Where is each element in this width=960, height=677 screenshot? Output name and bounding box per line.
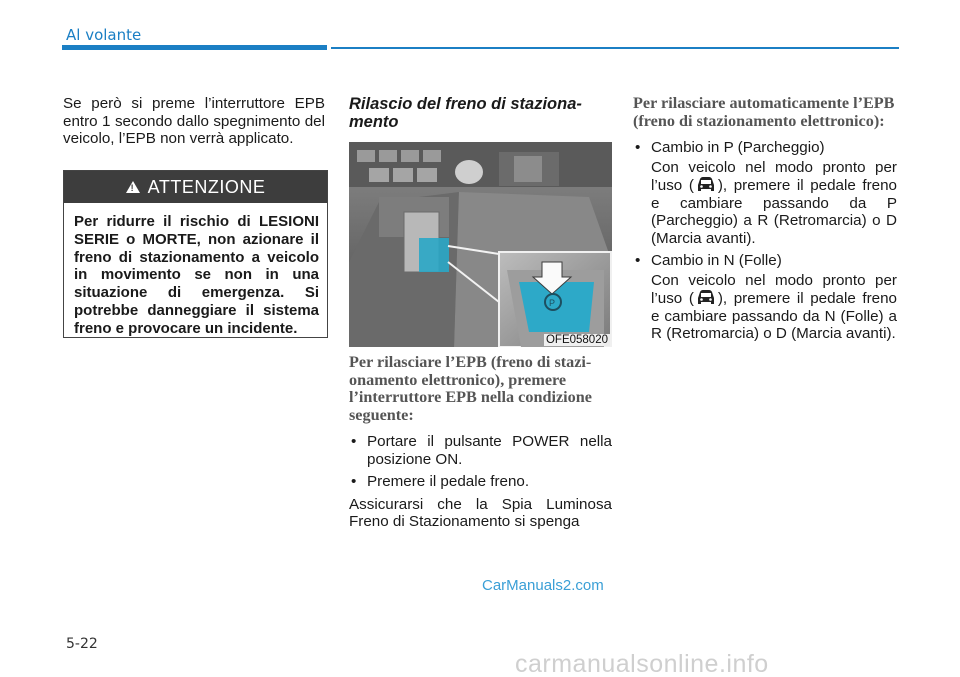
figure-label: OFE058020 (545, 334, 608, 346)
check-note: Assicurarsi che la Spia Luminosa Freno di Stazionamento si spenga (349, 495, 612, 530)
release-conditions-heading: Per rilasciare l’EPB (freno di stazi-onamento elettronico), premere l’interruttore EPB nella condizione seguente: (349, 353, 592, 424)
header-rule-thick (62, 45, 327, 50)
page-number: 5-22 (66, 636, 98, 652)
warning-triangle-icon: ! (126, 181, 140, 193)
list-item-detail (633, 272, 897, 343)
column-2-bottom (349, 354, 612, 531)
warning-header (64, 171, 327, 203)
car-ready-icon (695, 176, 717, 194)
warning-text: Per ridurre il rischio di LESIONI SERIE o MORTE, non azionare il freno di stazionamento a veicolo in movimento se non in una situazione di emergenza. Si potrebbe danneggiare il sistema freno e provocare un incidente. (74, 213, 319, 337)
warning-box (63, 170, 328, 338)
watermark-link[interactable]: CarManuals2.com (482, 577, 604, 594)
detail-text-pre: Con veicolo nel modo pronto per l’uso ( (651, 271, 897, 307)
warning-title: ATTENZIONE (147, 176, 266, 197)
section-title: Al volante (66, 26, 142, 44)
header-rule-thin (331, 47, 899, 49)
list-item-detail (633, 159, 897, 248)
release-conditions-list (349, 433, 612, 491)
car-ready-icon (695, 289, 717, 307)
detail-text-post: ), premere il pedale freno e cambiare passando da P (Parcheggio) a R (Retromarcia) o D (Marcia avanti). (651, 177, 897, 247)
detail-text-post: ), premere il pedale freno e cambiare passando da N (Folle) a R (Retromarcia) o D (Marcia avanti). (651, 290, 897, 342)
svg-text:P: P (549, 298, 556, 308)
auto-release-list-2 (633, 252, 897, 270)
footer-watermark: carmanualsonline.info (515, 650, 769, 677)
list-item: • Premere il pedale freno. (349, 473, 612, 491)
detail-text-pre: Con veicolo nel modo pronto per l’uso ( (651, 158, 897, 194)
list-item: • Portare il pulsante POWER nella posizione ON. (349, 433, 612, 468)
list-item: • Cambio in N (Folle) (633, 252, 897, 270)
list-item: • Cambio in P (Parcheggio) (633, 139, 897, 157)
column-3 (633, 95, 897, 343)
section-heading: Rilascio del freno di staziona-mento (349, 95, 582, 131)
column-2-top (349, 95, 612, 131)
console-illustration (349, 142, 612, 347)
auto-release-list (633, 139, 897, 157)
epb-switch-photo (349, 142, 612, 347)
auto-release-heading: Per rilasciare automaticamente l’EPB (freno di stazionamento elettronico): (633, 94, 895, 130)
intro-paragraph: Se però si preme l’interruttore EPB entro 1 secondo dallo spegnimento del veicolo, l’EPB non verrà applicato. (63, 95, 325, 147)
